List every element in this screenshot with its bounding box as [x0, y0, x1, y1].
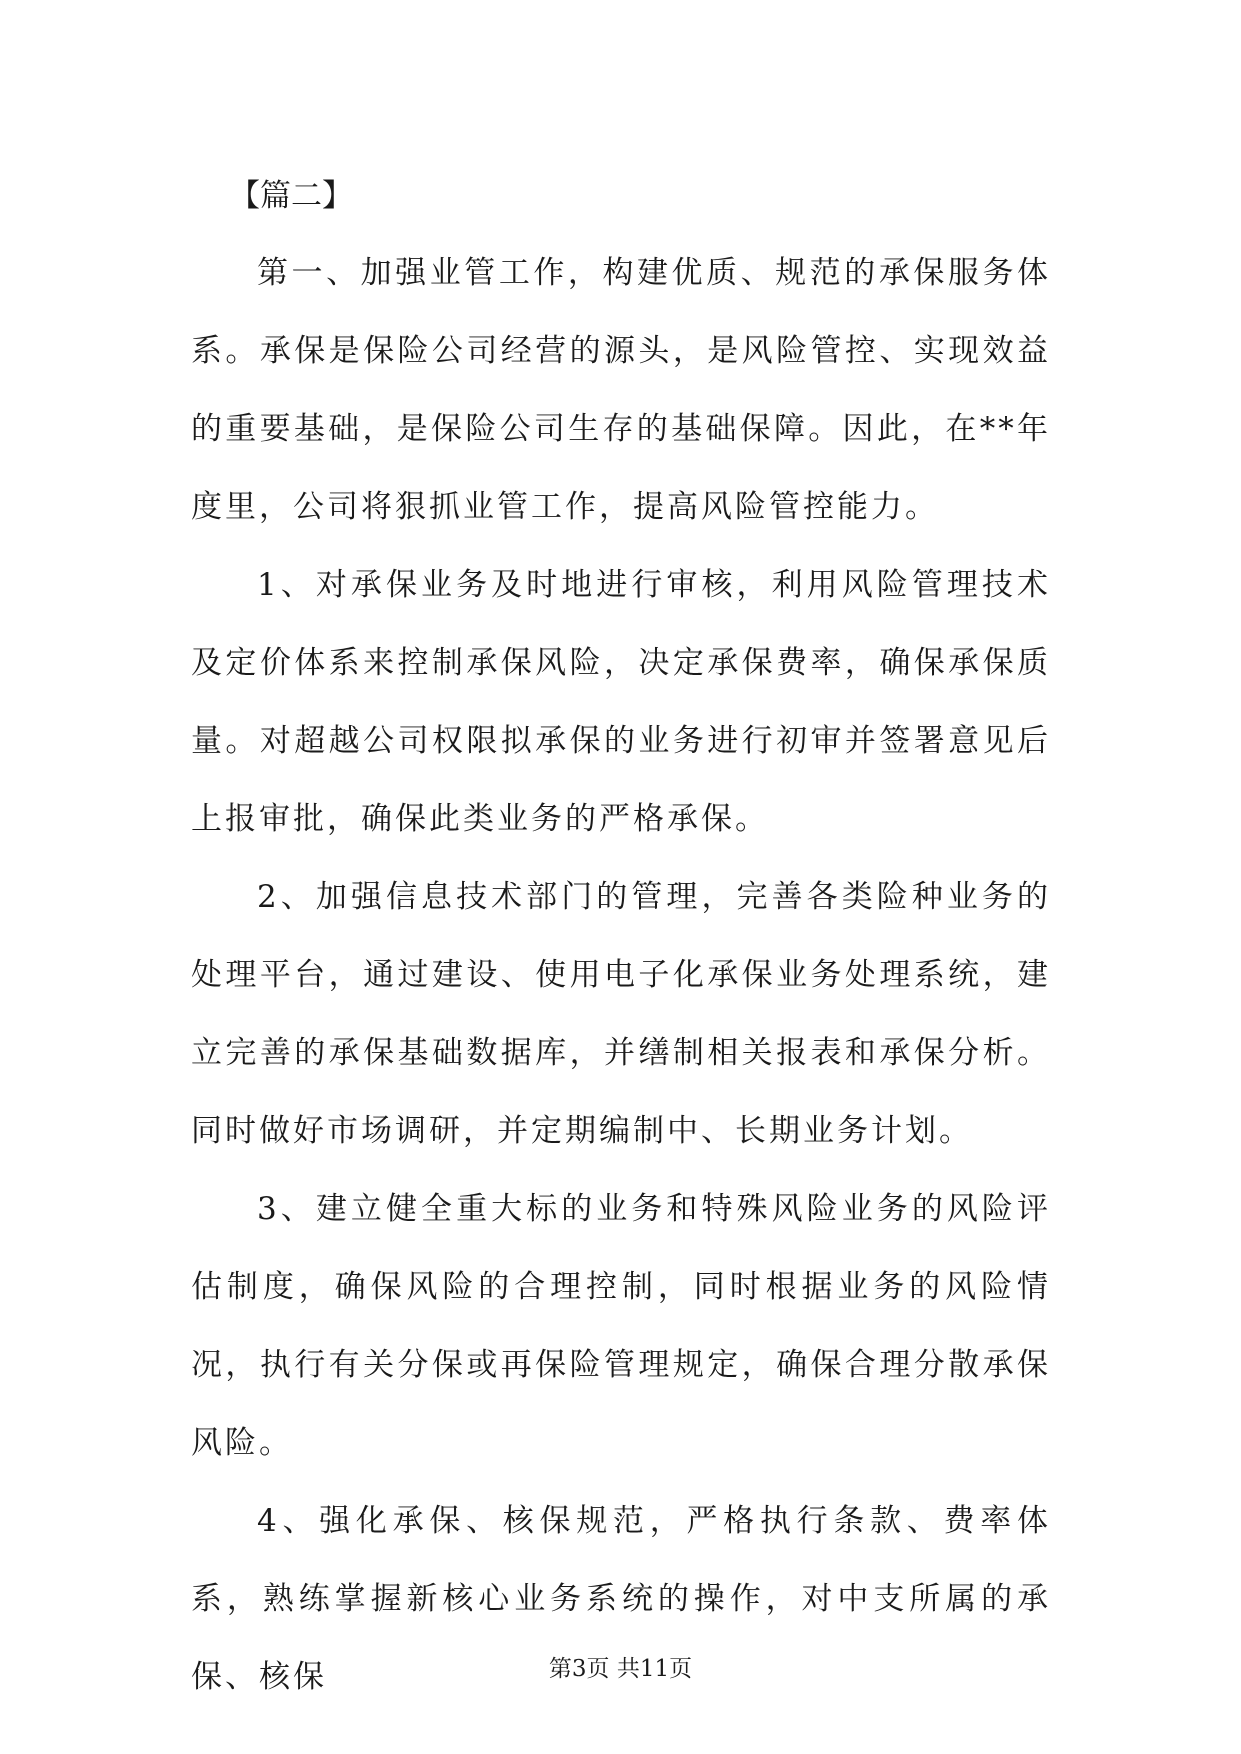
paragraph-1: 第一、加强业管工作，构建优质、规范的承保服务体系。承保是保险公司经营的源头，是风险管控、实现效益的重要基础，是保险公司生存的基础保障。因此，在**年度里，公司将狠抓业管工作，提高风险管控能力。 [191, 255, 1051, 525]
paragraph-4: 3、建立健全重大标的业务和特殊风险业务的风险评估制度，确保风险的合理控制，同时根据业务的风险情况，执行有关分保或再保险管理规定，确保合理分散承保风险。 [191, 1191, 1051, 1461]
page-number-footer: 第3页 共11页 [548, 1656, 693, 1682]
paragraph-5: 4、强化承保、核保规范，严格执行条款、费率体系，熟练掌握新核心业务系统的操作，对中支所属的承保、核保 [191, 1503, 1051, 1695]
paragraph-2: 1、对承保业务及时地进行审核，利用风险管理技术及定价体系来控制承保风险，决定承保费率，确保承保质量。对超越公司权限拟承保的业务进行初审并签署意见后上报审批，确保此类业务的严格承保。 [191, 567, 1051, 837]
paragraph-3: 2、加强信息技术部门的管理，完善各类险种业务的处理平台，通过建设、使用电子化承保业务处理系统，建立完善的承保基础数据库，并缮制相关报表和承保分析。同时做好市场调研，并定期编制中、长期业务计划。 [191, 879, 1051, 1149]
section-heading: 【篇二】 [229, 178, 353, 214]
document-body [191, 158, 1051, 1716]
